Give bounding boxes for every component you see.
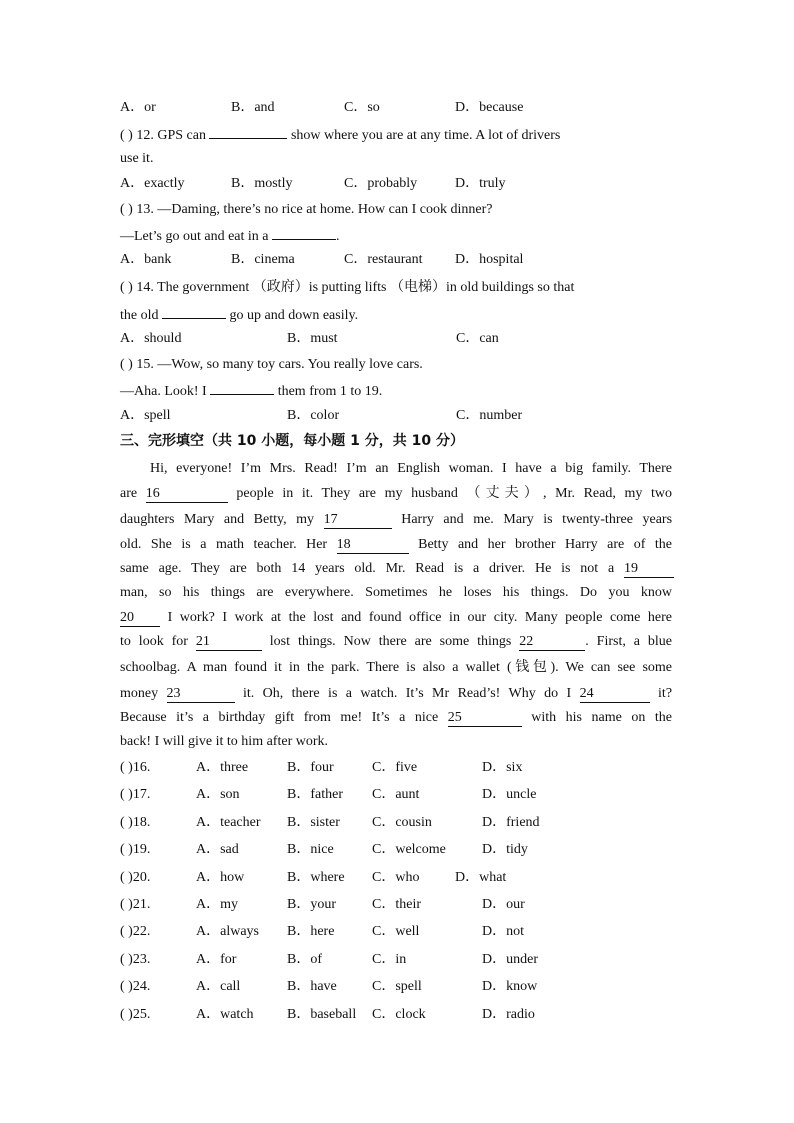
option-a: A．for: [196, 952, 237, 967]
passage-line: to look for 21 lost things. Now there are some things 22 . First, a blue: [120, 634, 673, 649]
option-d: D．because: [455, 100, 524, 115]
cloze-blank-16[interactable]: 16: [146, 486, 228, 503]
option-c: C．cousin: [372, 815, 432, 830]
cloze-blank-20[interactable]: 20: [120, 610, 160, 627]
q14-line2: [120, 305, 676, 325]
passage-line: daughters Mary and Betty, my 17 Harry and me. Mary is twenty-three years: [120, 512, 673, 527]
option-a: A．always: [196, 924, 259, 939]
cloze-blank-23[interactable]: 23: [167, 686, 235, 703]
option-b: B．sister: [287, 815, 340, 830]
option-b: B．where: [287, 870, 345, 885]
option-d: D．what: [455, 870, 507, 885]
question-text: —Let’s go out and eat in a: [120, 229, 269, 244]
question-text: 13. —Daming, there’s no rice at home. How can I cook dinner?: [136, 202, 493, 217]
option-c: C．so: [344, 100, 380, 115]
passage-line: same age. They are both 14 years old. Mr. Read is a driver. He is not a 19: [120, 560, 674, 578]
answer-paren[interactable]: ( )16.: [120, 760, 151, 775]
answer-blank[interactable]: [162, 305, 226, 319]
passage-line: 20 I work? I work at the lost and found office in our city. Many people come here: [120, 610, 673, 625]
option-a: A．exactly: [120, 176, 185, 191]
option-a: A．or: [120, 100, 156, 115]
answer-paren[interactable]: ( )19.: [120, 842, 151, 857]
option-b: B．four: [287, 760, 334, 775]
option-b: B．here: [287, 924, 335, 939]
option-b: B．mostly: [231, 176, 293, 191]
answer-paren[interactable]: ( ): [120, 128, 133, 143]
section-heading: 三、完形填空（共 10 小题，每小题 1 分，共 10 分）: [120, 433, 464, 449]
answer-paren[interactable]: ( )25.: [120, 1007, 151, 1022]
option-c: C．clock: [372, 1007, 426, 1022]
cloze-blank-17[interactable]: 17: [324, 512, 392, 529]
answer-paren[interactable]: ( ): [120, 280, 133, 295]
cloze-blank-21[interactable]: 21: [196, 634, 262, 651]
option-d: D．friend: [482, 815, 540, 830]
answer-paren[interactable]: ( ): [120, 202, 133, 217]
passage-line: man, so his things are everywhere. Sometimes he loses his things. Do you know: [120, 585, 672, 600]
answer-paren[interactable]: ( )21.: [120, 897, 151, 912]
option-b: B．must: [287, 331, 338, 346]
option-b: B．baseball: [287, 1007, 357, 1022]
question-text: 14. The government （政府）is putting lifts （电梯）in old buildings so that: [136, 280, 575, 295]
option-a: A．how: [196, 870, 245, 885]
q13-line2: [120, 226, 676, 246]
q12-line2: use it.: [120, 151, 154, 166]
option-a: A．should: [120, 331, 182, 346]
q12-line1: [120, 125, 676, 145]
option-d: D．our: [482, 897, 525, 912]
option-a: A．call: [196, 979, 241, 994]
answer-paren[interactable]: ( )20.: [120, 870, 151, 885]
option-c: C．probably: [344, 176, 418, 191]
question-text: go up and down easily.: [229, 308, 359, 323]
option-b: B．nice: [287, 842, 334, 857]
option-a: A．teacher: [196, 815, 261, 830]
option-d: D．not: [482, 924, 524, 939]
option-d: D．truly: [455, 176, 506, 191]
option-a: A．son: [196, 787, 240, 802]
cloze-blank-24[interactable]: 24: [580, 686, 650, 703]
q15-line1: [120, 356, 676, 374]
cloze-blank-22[interactable]: 22: [519, 634, 585, 651]
answer-paren[interactable]: ( )22.: [120, 924, 151, 939]
passage-line: old. She is a math teacher. Her 18 Betty and her brother Harry are of the: [120, 537, 673, 552]
answer-paren[interactable]: ( )17.: [120, 787, 151, 802]
option-a: A．spell: [120, 408, 171, 423]
option-b: B．and: [231, 100, 275, 115]
question-text: 12. GPS can: [136, 128, 206, 143]
passage-line: money 23 it. Oh, there is a watch. It’s Mr Read’s! Why do I 24 it?: [120, 686, 673, 701]
option-b: B．color: [287, 408, 340, 423]
passage-line: back! I will give it to him after work.: [120, 734, 328, 749]
option-a: A．watch: [196, 1007, 254, 1022]
option-b: B．of: [287, 952, 322, 967]
answer-paren[interactable]: ( ): [120, 357, 133, 372]
option-c: C．who: [372, 870, 420, 885]
option-d: D．six: [482, 760, 523, 775]
passage-line: are 16 people in it. They are my husband （丈夫）, Mr. Read, my two: [120, 486, 673, 501]
question-text: —Aha. Look! I: [120, 384, 207, 399]
option-c: C．in: [372, 952, 407, 967]
option-d: D．radio: [482, 1007, 535, 1022]
q14-line1: [120, 279, 676, 297]
answer-blank[interactable]: [209, 125, 287, 139]
passage-line: schoolbag. A man found it in the park. There is also a wallet (钱包). We can see some: [120, 660, 672, 675]
option-c: C．can: [456, 331, 499, 346]
answer-paren[interactable]: ( )24.: [120, 979, 151, 994]
option-c: C．spell: [372, 979, 422, 994]
answer-paren[interactable]: ( )23.: [120, 952, 151, 967]
option-d: D．know: [482, 979, 538, 994]
question-text: them from 1 to 19.: [277, 384, 383, 399]
option-b: B．cinema: [231, 252, 295, 267]
option-b: B．father: [287, 787, 343, 802]
answer-blank[interactable]: [210, 381, 274, 395]
answer-blank[interactable]: [272, 226, 336, 240]
option-c: C．restaurant: [344, 252, 423, 267]
option-d: D．hospital: [455, 252, 524, 267]
option-d: D．tidy: [482, 842, 528, 857]
cloze-blank-18[interactable]: 18: [337, 537, 409, 554]
option-a: A．my: [196, 897, 238, 912]
option-b: B．your: [287, 897, 336, 912]
option-a: A．three: [196, 760, 249, 775]
option-b: B．have: [287, 979, 337, 994]
option-a: A．bank: [120, 252, 172, 267]
answer-paren[interactable]: ( )18.: [120, 815, 151, 830]
question-text: .: [336, 229, 340, 244]
option-c: C．aunt: [372, 787, 420, 802]
option-c: C．number: [456, 408, 523, 423]
q13-line1: [120, 201, 676, 219]
passage-line: Because it’s a birthday gift from me! It’s a nice 25 with his name on the: [120, 710, 672, 725]
option-c: C．well: [372, 924, 420, 939]
option-c: C．welcome: [372, 842, 446, 857]
option-c: C．their: [372, 897, 421, 912]
option-d: D．uncle: [482, 787, 537, 802]
option-d: D．under: [482, 952, 538, 967]
cloze-blank-19[interactable]: 19: [624, 561, 674, 578]
passage-line: Hi, everyone! I’m Mrs. Read! I’m an English woman. I have a big family. There: [150, 461, 672, 476]
option-a: A．sad: [196, 842, 239, 857]
question-text: 15. —Wow, so many toy cars. You really love cars.: [136, 357, 423, 372]
question-text: the old: [120, 308, 159, 323]
option-c: C．five: [372, 760, 418, 775]
question-text: show where you are at any time. A lot of drivers: [290, 128, 561, 143]
q15-line2: [120, 381, 676, 401]
cloze-blank-25[interactable]: 25: [448, 710, 522, 727]
